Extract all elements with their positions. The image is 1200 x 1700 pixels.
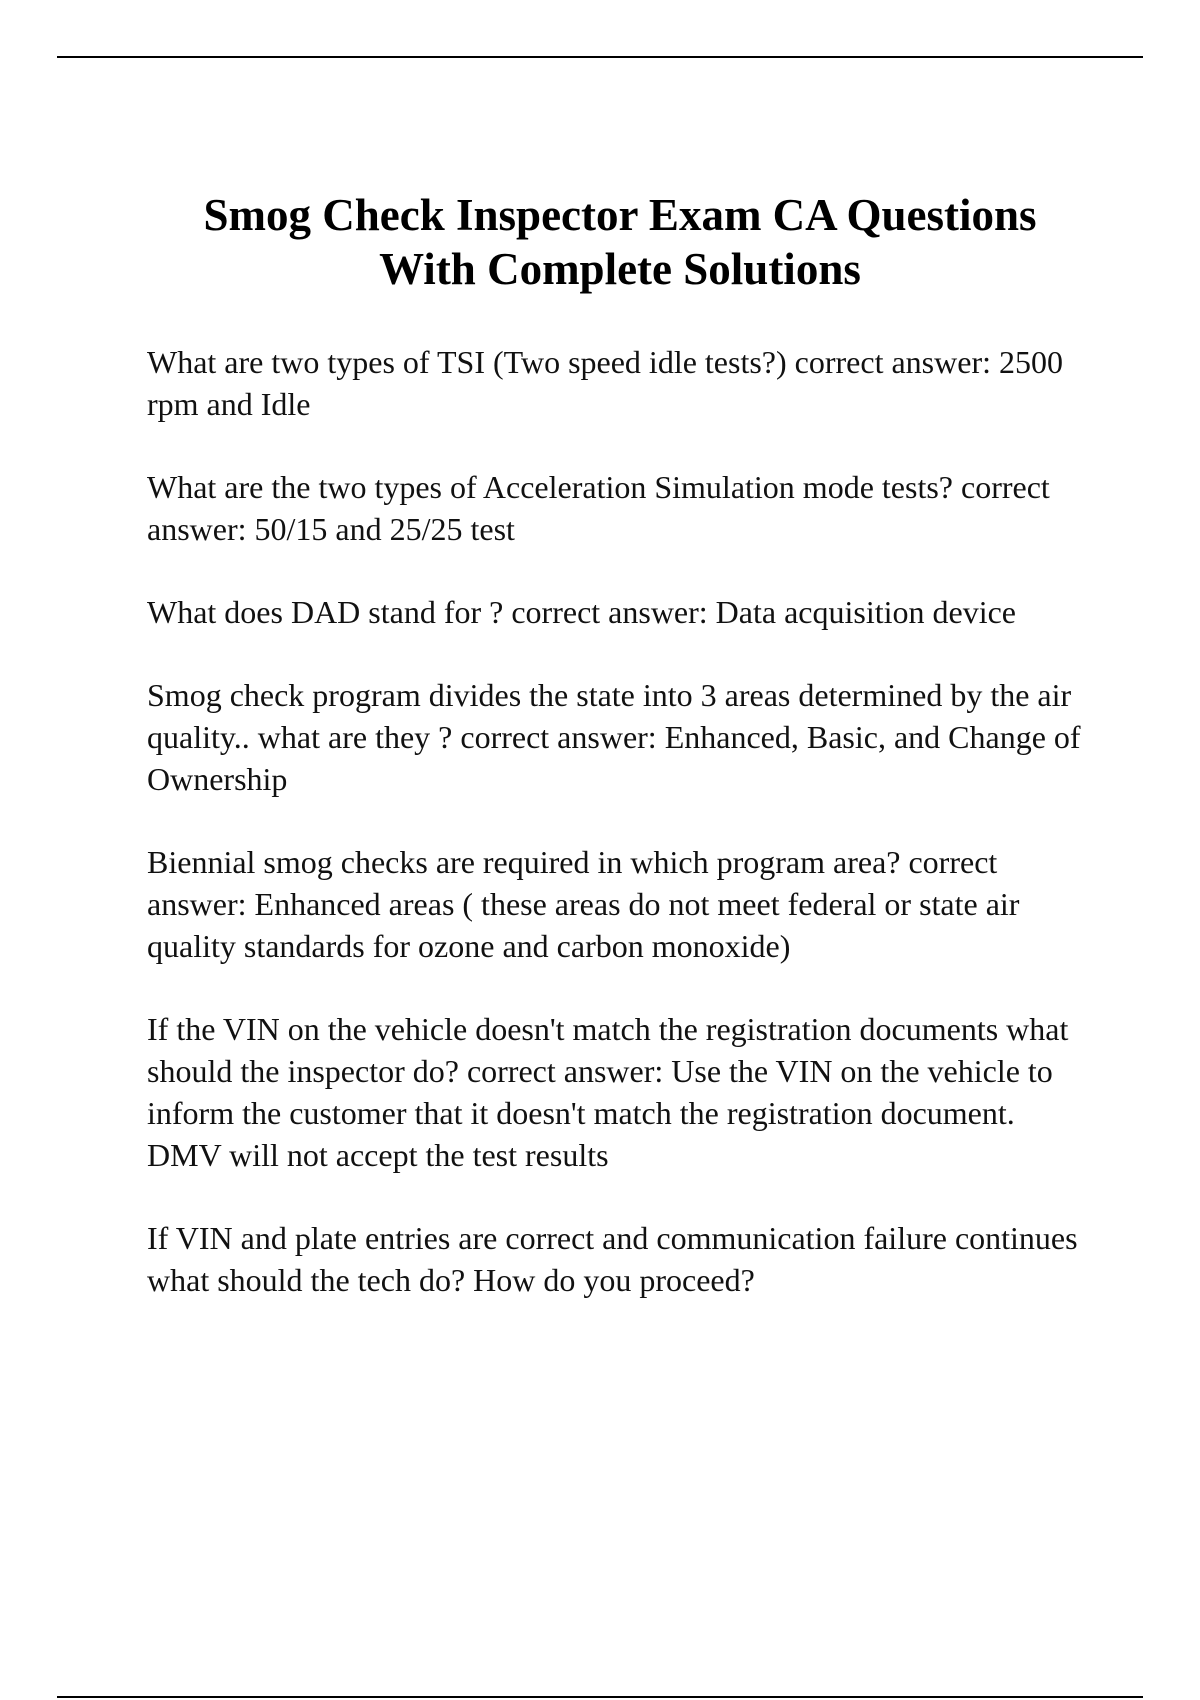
document-title [120,188,1120,296]
qa-list [147,341,1087,1342]
qa-item-biennial: Biennial smog checks are required in which program area? correct answer: Enhanced areas ( these areas do not meet federal or state air quality standards for ozone and carbon monoxide) [147,844,1020,964]
title-line-1: Smog Check Inspector Exam CA Questions [203,190,1037,240]
title-line-2: With Complete Solutions [379,244,861,294]
qa-item-asm: What are the two types of Acceleration Simulation mode tests? correct answer: 50/15 and 25/25 test [147,469,1050,547]
footer-rule [57,1696,1143,1698]
qa-item-dad: What does DAD stand for ? correct answer: Data acquisition device [147,594,1016,630]
header-rule [57,56,1143,58]
qa-item-communication-failure: If VIN and plate entries are correct and communication failure continues what should the tech do? How do you proceed? [147,1220,1078,1298]
qa-item-program-areas: Smog check program divides the state into 3 areas determined by the air quality.. what are they ? correct answer: Enhanced, Basic, and Change of Ownership [147,677,1081,797]
qa-item-vin-mismatch: If the VIN on the vehicle doesn't match the registration documents what should the inspector do? correct answer: Use the VIN on the vehicle to inform the customer that it doesn't match the registration document. DMV will not accept the test results [147,1011,1069,1173]
qa-item-tsi: What are two types of TSI (Two speed idle tests?) correct answer: 2500 rpm and Idle [147,344,1063,422]
